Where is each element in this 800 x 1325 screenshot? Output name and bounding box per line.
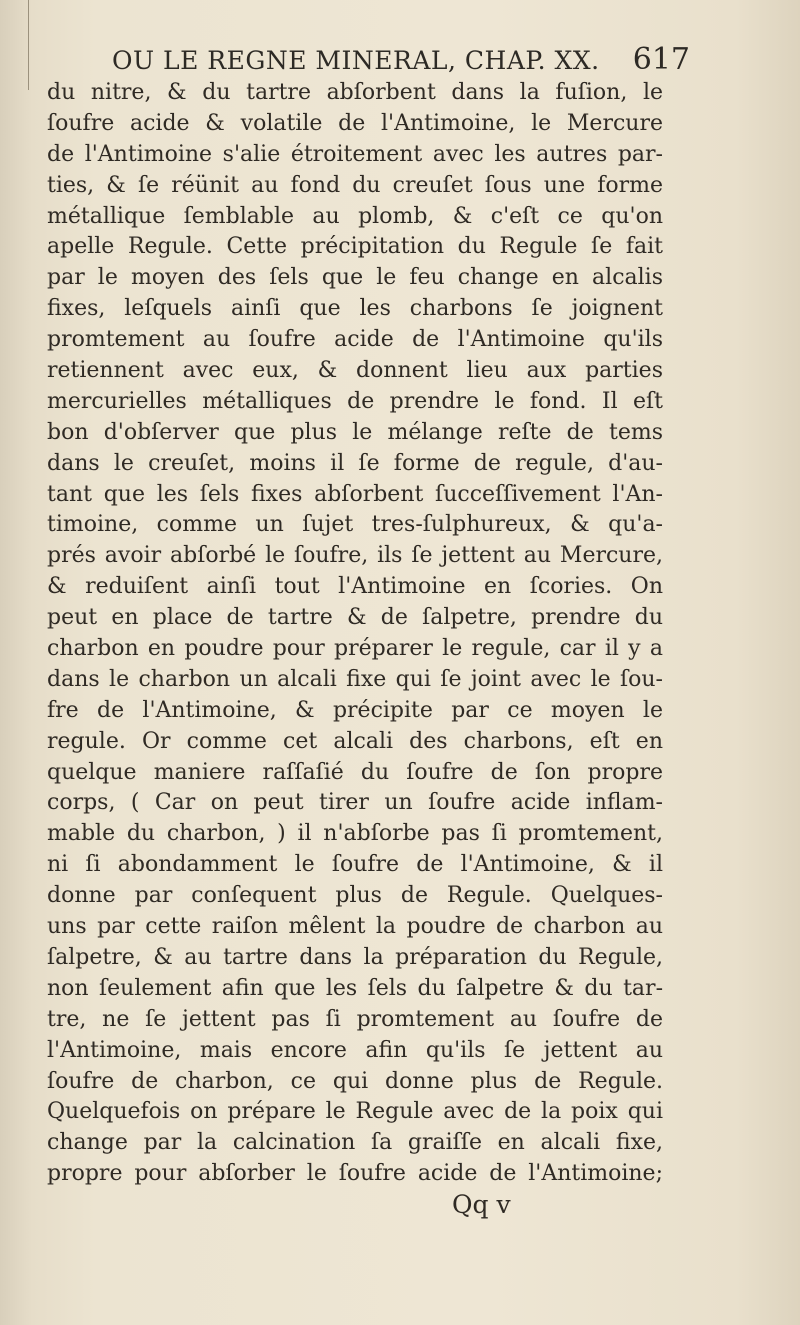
text-line: de l'Antimoine s'alie étroitement avec les autres par- [47,141,663,167]
text-line: tant que les ſels fixes abſorbent ſucceſſivement l'An- [47,481,663,507]
text-line: change par la calcination ſa graiſſe en alcali fixe, [47,1130,663,1156]
page-edge-line [28,0,29,90]
signature-mark: Qq v [452,1190,511,1219]
text-line: corps, ( Car on peut tirer un ſoufre acide inflam- [47,790,663,816]
page-number: 617 [632,42,690,77]
text-line: fre de l'Antimoine, & précipite par ce moyen le [47,697,663,723]
text-line: prés avoir abſorbé le ſoufre, ils ſe jettent au Mercure, [47,543,663,569]
text-line: uns par cette raiſon mêlent la poudre de charbon au [47,914,663,940]
text-line: ſoufre acide & volatile de l'Antimoine, le Mercure [47,110,663,136]
text-line: dans le creuſet, moins il ſe forme de regule, d'au- [47,450,663,476]
text-line: par le moyen des ſels que le feu change en alcalis [47,265,663,291]
text-line: & reduiſent ainſi tout l'Antimoine en ſcories. On [47,574,663,600]
text-line: du nitre, & du tartre abſorbent dans la fuſion, le [47,80,663,105]
text-line: donne par conſequent plus de Regule. Quelques- [47,883,663,909]
text-line: ſalpetre, & au tartre dans la préparation du Regule, [47,944,663,970]
text-line: bon d'obſerver que plus le mélange reſte de tems [47,419,663,445]
text-line: propre pour abſorber le ſoufre acide de l'Antimoine; [47,1161,663,1187]
text-line: ni ſi abondamment le ſoufre de l'Antimoine, & il [47,852,663,878]
text-line: charbon en poudre pour préparer le regule, car il y a [47,636,663,662]
text-line: peut en place de tartre & de ſalpetre, prendre du [47,605,663,631]
page-header [112,42,692,82]
text-line: non ſeulement afin que les ſels du ſalpetre & du tar- [47,975,663,1001]
text-line: mable du charbon, ) il n'abſorbe pas ſi promtement, [47,821,663,847]
text-line: promtement au ſoufre acide de l'Antimoine qu'ils [47,327,663,353]
text-line: métallique ſemblable au plomb, & c'eſt ce qu'on [47,203,663,229]
text-line: apelle Regule. Cette précipitation du Regule ſe fait [47,234,663,260]
text-line: l'Antimoine, mais encore afin qu'ils ſe jettent au [47,1037,663,1063]
text-line: ties, & ſe réünit au fond du creuſet ſous une forme [47,172,663,198]
text-line: dans le charbon un alcali fixe qui ſe joint avec le ſou- [47,666,663,692]
text-line: quelque maniere raſſaſié du ſoufre de ſon propre [47,759,663,785]
running-head: OU LE REGNE MINERAL, CHAP. XX. [112,46,600,75]
text-line: ſoufre de charbon, ce qui donne plus de Regule. [47,1068,663,1094]
text-line: retiennent avec eux, & donnent lieu aux parties [47,358,663,384]
text-line: tre, ne ſe jettent pas ſi promtement au ſoufre de [47,1006,663,1032]
text-line: regule. Or comme cet alcali des charbons, eſt en [47,728,663,754]
text-line: timoine, comme un ſujet tres-ſulphureux, & qu'a- [47,512,663,538]
body-text [47,78,663,1190]
text-line: Quelquefois on prépare le Regule avec de la poix qui [47,1099,663,1125]
text-line: mercurielles métalliques de prendre le fond. Il eſt [47,388,663,414]
text-line: fixes, leſquels ainſi que les charbons ſe joignent [47,296,663,322]
